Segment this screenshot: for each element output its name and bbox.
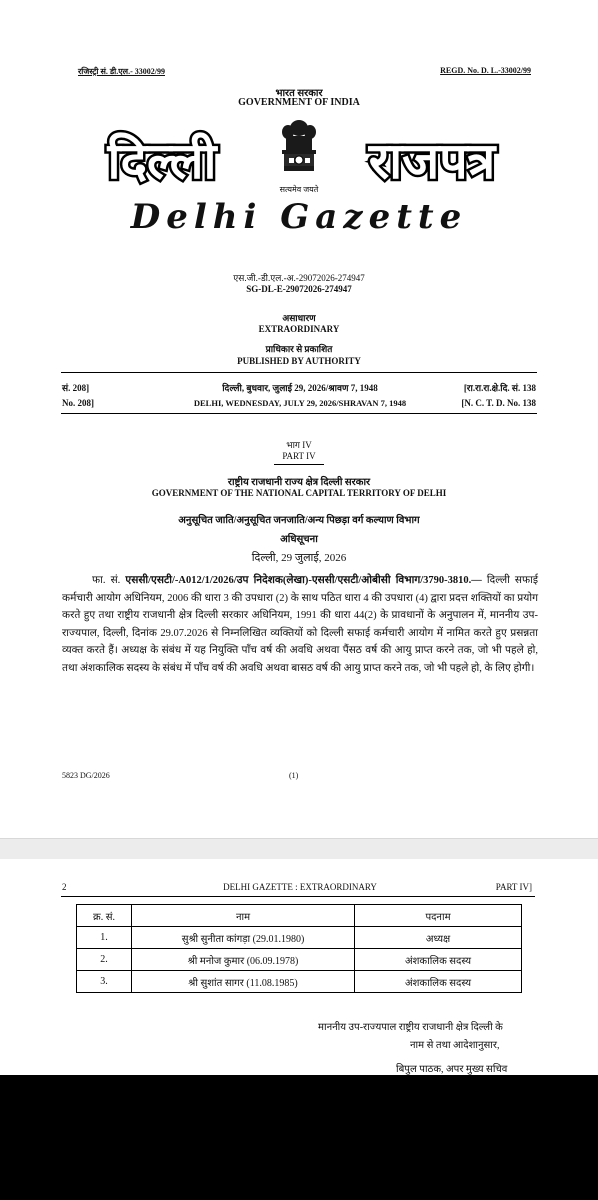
page-number-1: (1): [289, 771, 299, 780]
sg-code-hindi: एस.जी.-डी.एल.-अ.-29072026-274947: [233, 273, 365, 283]
cell-name: श्री मनोज कुमार (06.09.1978): [132, 949, 355, 971]
cell-designation: अध्यक्ष: [355, 927, 522, 949]
page-separator: [0, 838, 598, 860]
cell-sno: 3.: [77, 971, 132, 993]
part-hindi: भाग IV: [286, 440, 312, 450]
print-code: 5823 DG/2026: [62, 771, 110, 780]
svg-text:दिल्ली: दिल्ली: [107, 131, 217, 190]
file-number: एससी/एसटी/-A012/1/2026/उप निदेशक(लेखा)-एससी/एसटी/ओबीसी विभाग/3790-3810.—: [125, 575, 482, 586]
cell-designation: अंशकालिक सदस्य: [355, 949, 522, 971]
order-line-1: माननीय उप-राज्यपाल राष्ट्रीय राजधानी क्षेत्र दिल्ली के: [318, 1022, 503, 1033]
running-rule: [61, 896, 535, 897]
table-row: [77, 949, 522, 971]
svg-text:राजपत्र: राजपत्र: [368, 131, 496, 190]
table-row: [77, 927, 522, 949]
nctd-number-english: [N. C. T. D. No. 138: [461, 398, 536, 408]
header-name: नाम: [132, 905, 355, 927]
issue-date-english: DELHI, WEDNESDAY, JULY 29, 2026/SHRAVAN 7, 1948: [193, 398, 407, 408]
authority-hindi: प्राधिकार से प्रकाशित: [265, 344, 333, 354]
part-rule: [274, 464, 324, 465]
cell-sno: 2.: [77, 949, 132, 971]
govt-of-india-english: GOVERNMENT OF INDIA: [238, 97, 360, 108]
table-header-row: [77, 905, 522, 927]
bottom-black-bar: [0, 1075, 598, 1200]
nct-govt-english: GOVERNMENT OF THE NATIONAL CAPITAL TERRITORY OF DELHI: [151, 488, 447, 498]
masthead-english-box: [0, 196, 598, 236]
nct-govt-hindi: राष्ट्रीय राजधानी राज्य क्षेत्र दिल्ली सरकार: [227, 477, 371, 488]
nctd-number-hindi: [रा.रा.रा.क्षे.दि. सं. 138: [463, 383, 536, 393]
running-title: DELHI GAZETTE : EXTRAORDINARY: [223, 882, 377, 892]
gazette-page-2: [0, 859, 598, 1075]
govt-of-india-hindi: भारत सरकार: [275, 88, 323, 99]
part-english: PART IV: [282, 451, 316, 461]
running-part: PART IV]: [495, 882, 532, 892]
emblem-motto: सत्यमेव जयते: [279, 185, 319, 194]
table-row: [77, 971, 522, 993]
sg-code-english: SG-DL-E-29072026-274947: [246, 284, 352, 294]
notification-heading: अधिसूचना: [280, 534, 318, 545]
page-number-2: 2: [62, 882, 67, 892]
issue-date-hindi: दिल्ली, बुधवार, जुलाई 29, 2026/श्रावण 7, 1948: [222, 383, 378, 393]
place-date: दिल्ली, 29 जुलाई, 2026: [251, 552, 347, 564]
issue-number-hindi: सं. 208]: [62, 383, 90, 393]
extraordinary-english: EXTRAORDINARY: [258, 324, 340, 334]
header-sno: क्र. सं.: [77, 905, 132, 927]
issue-rule-bottom: [61, 413, 537, 414]
registration-english: REGD. No. D. L.-33002/99: [440, 66, 531, 75]
cell-name: श्री सुशांत सागर (11.08.1985): [132, 971, 355, 993]
ashoka-emblem-icon: [282, 120, 316, 171]
registration-hindi: रजिस्ट्री सं. डी.एल.- 33002/99: [78, 67, 165, 76]
signatory: बिपुल पाठक, अपर मुख्य सचिव: [396, 1064, 508, 1075]
issue-rule-top: [61, 372, 537, 373]
authority-english: PUBLISHED BY AUTHORITY: [237, 356, 361, 366]
department-name: अनुसूचित जाति/अनुसूचित जनजाति/अन्य पिछड़ा वर्ग कल्याण विभाग: [178, 515, 420, 526]
order-line-2: नाम से तथा आदेशानुसार,: [410, 1040, 500, 1051]
cell-sno: 1.: [77, 927, 132, 949]
members-table: [76, 904, 522, 993]
masthead-english: Delhi Gazette: [130, 197, 468, 236]
cell-designation: अंशकालिक सदस्य: [355, 971, 522, 993]
notification-body: फा. सं. एससी/एसटी/-A012/1/2026/उप निदेशक(लेखा)-एससी/एसटी/ओबीसी विभाग/3790-3810.— दिल्ली सफाई कर्मचारी आयोग अधिनियम, 2006 की धारा 3 की उपधारा (2) के साथ पठित धारा 4 की उपधारा (4) द्वारा प्रदत्त शक्तियों का प्रयोग करते हुए तथा राष्ट्रीय राजधानी क्षेत्र दिल्ली सरकार अधिनियम, 1991 की धारा 44(2) के प्रावधानों के अनुपालन में, माननीय उप-राज्यपाल, दिल्ली, दिनांक 29.07.2026 से निम्नलिखित व्यक्तियों को दिल्ली सफाई कर्मचारी आयोग में नामित करते हुए प्रसन्नता व्यक्त करते हैं। अध्यक्ष के संबंध में यह नियुक्ति पाँच वर्ष की अवधि अथवा पैंसठ वर्ष की आयु प्राप्त करने तक, जो भी पहले हो, तथा अंशकालिक सदस्य के संबंध में पाँच वर्ष की अवधि अथवा बासठ वर्ष की आयु प्राप्त करने तक, जो भी पहले हो, के लिए होगी।: [62, 575, 538, 674]
cell-name: सुश्री सुनीता कांगड़ा (29.01.1980): [132, 927, 355, 949]
extraordinary-hindi: असाधारण: [282, 313, 316, 323]
header-designation: पदनाम: [355, 905, 522, 927]
issue-number-english: No. 208]: [62, 398, 94, 408]
